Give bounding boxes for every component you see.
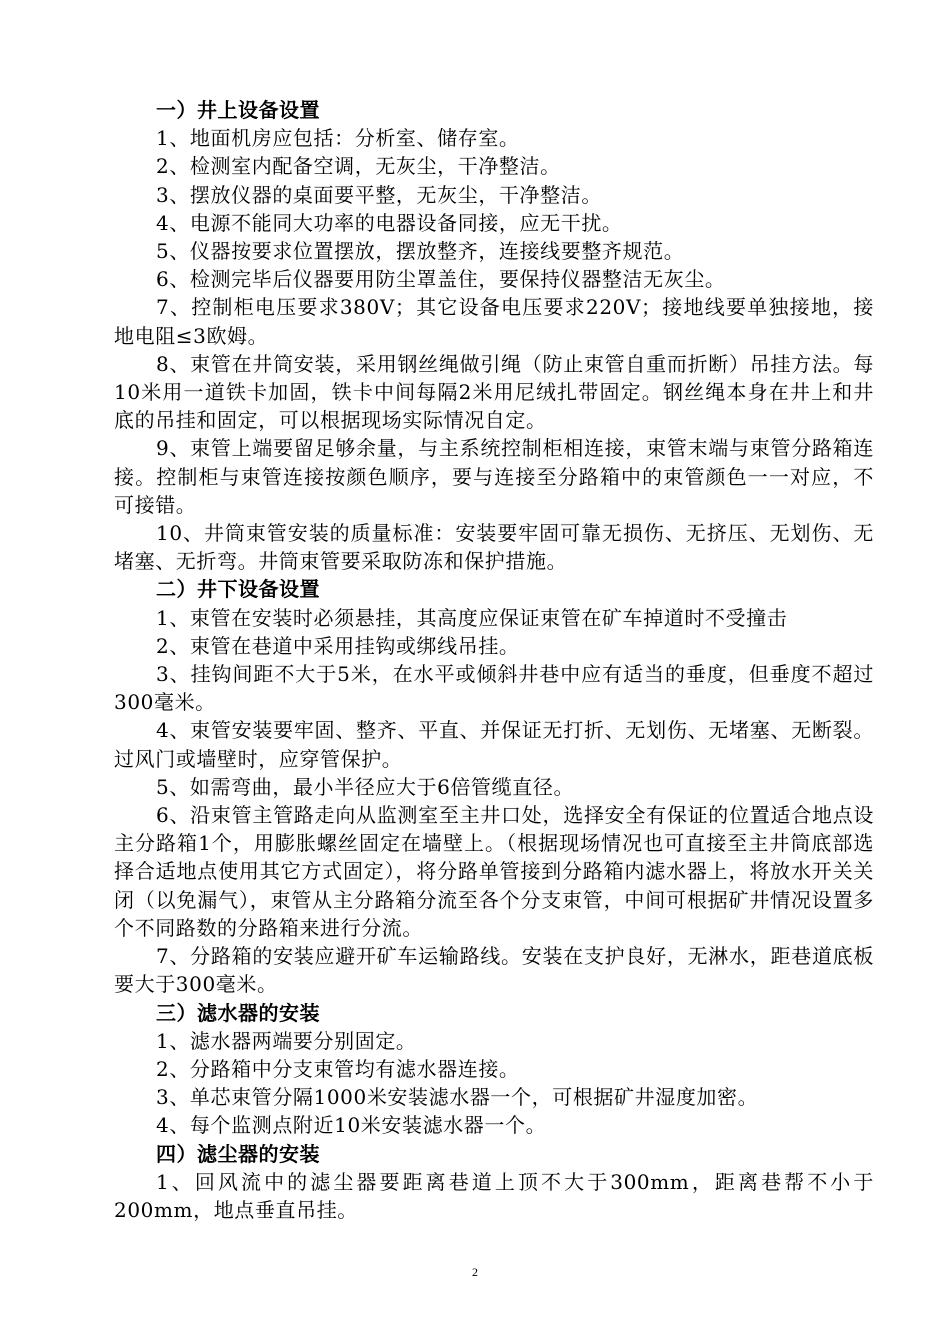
paragraph: 1、滤水器两端要分别固定。	[156, 1028, 417, 1053]
paragraph: 4、束管安装要牢固、整齐、平直、并保证无打折、无划伤、无堵塞、无断裂。过风门或墙壁时，应穿管保护。	[114, 718, 874, 771]
paragraph: 4、每个监测点附近10米安装滤水器一个。	[156, 1113, 547, 1138]
paragraph: 2、检测室内配备空调，无灰尘，干净整洁。	[156, 154, 561, 179]
paragraph: 3、摆放仪器的桌面要平整，无灰尘，干净整洁。	[156, 182, 602, 207]
section-heading: 四）滤尘器的安装	[156, 1141, 320, 1166]
paragraph: 5、如需弯曲，最小半径应大于6倍管缆直径。	[156, 774, 575, 799]
paragraph: 3、单芯束管分隔1000米安装滤水器一个，可根据矿井湿度加密。	[156, 1085, 759, 1110]
paragraph: 7、分路箱的安装应避开矿车运输路线。安装在支护良好，无淋水，距巷道底板要大于300毫米。	[114, 944, 874, 997]
document-body	[114, 96, 874, 1224]
paragraph: 1、地面机房应包括：分析室、储存室。	[156, 126, 520, 151]
paragraph: 4、电源不能同大功率的电器设备同接，应无干扰。	[156, 210, 623, 235]
paragraph: 10、井筒束管安装的质量标准：安装要牢固可靠无损伤、无挤压、无划伤、无堵塞、无折弯。井筒束管要采取防冻和保护措施。	[114, 521, 874, 574]
section-heading: 三）滤水器的安装	[156, 1000, 320, 1025]
paragraph: 6、检测完毕后仪器要用防尘罩盖住，要保持仪器整洁无灰尘。	[156, 267, 726, 292]
paragraph: 1、回风流中的滤尘器要距离巷道上顶不大于300mm，距离巷帮不小于200mm，地点垂直吊挂。	[114, 1169, 874, 1222]
paragraph: 2、束管在巷道中采用挂钩或绑线吊挂。	[156, 633, 520, 658]
paragraph: 9、束管上端要留足够余量，与主系统控制柜相连接，束管末端与束管分路箱连接。控制柜与束管连接按颜色顺序，要与连接至分路箱中的束管颜色一一对应，不可接错。	[114, 436, 874, 517]
paragraph: 6、沿束管主管路走向从监测室至主井口处，选择安全有保证的位置适合地点设主分路箱1个，用膨胀螺丝固定在墙壁上。（根据现场情况也可直接至主井筒底部选择合适地点使用其它方式固定），将分路单管接到分路箱内滤水器上，将放水开关关闭（以免漏气），束管从主分路箱分流至各个分支束管，中间可根据矿井情况设置多个不同路数的分路箱来进行分流。	[114, 803, 874, 940]
paragraph: 2、分路箱中分支束管均有滤水器连接。	[156, 1056, 520, 1081]
section-heading: 一）井上设备设置	[156, 98, 320, 122]
page-number: 2	[472, 1265, 478, 1279]
paragraph: 1、束管在安装时必须悬挂，其高度应保证束管在矿车掉道时不受撞击	[156, 605, 788, 630]
paragraph: 3、挂钩间距不大于5米，在水平或倾斜井巷中应有适当的垂度，但垂度不超过300毫米。	[114, 662, 874, 715]
paragraph: 8、束管在井筒安装，采用钢丝绳做引绳（防止束管自重而折断）吊挂方法。每10米用一道铁卡加固，铁卡中间每隔2米用尼绒扎带固定。钢丝绳本身在井上和井底的吊挂和固定，可以根据现场实际情况自定。	[114, 351, 874, 433]
paragraph: 5、仪器按要求位置摆放，摆放整齐，连接线要整齐规范。	[156, 239, 685, 264]
paragraph: 7、控制柜电压要求380V；其它设备电压要求220V；接地线要单独接地，接地电阻≤3欧姆。	[114, 295, 874, 348]
section-heading: 二）井下设备设置	[156, 577, 320, 602]
